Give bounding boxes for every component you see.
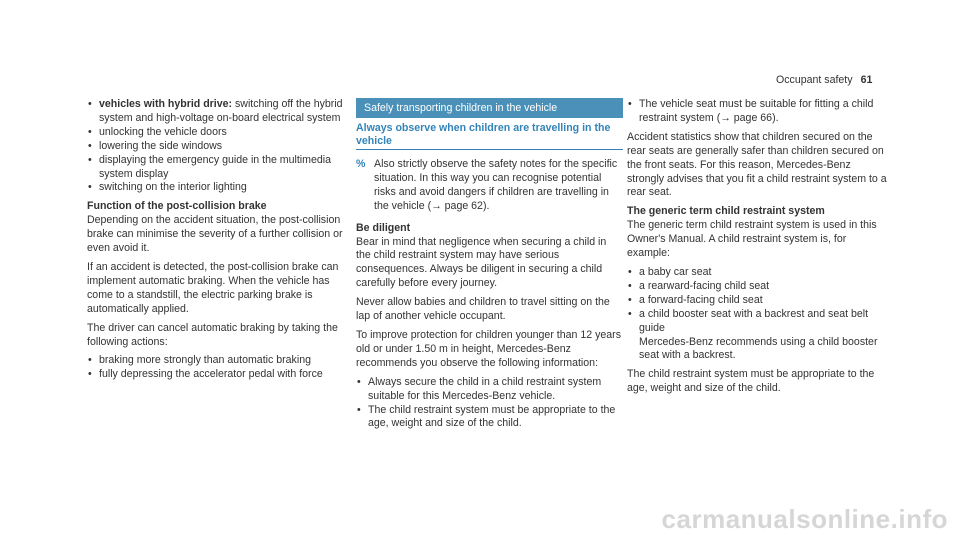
seat-requirement-list [627, 98, 889, 126]
note-icon: % [356, 158, 366, 170]
note-text: Also strictly observe the safety notes for the specific situation. In this way you can recognise potential risks and avoid dangers if children are travelling in the vehicle (→ page 62). [374, 158, 618, 212]
cancel-actions-list [87, 354, 353, 382]
list-item: • a baby car seat [627, 266, 889, 280]
list-item: • Always secure the child in a child restraint system suitable for this Mercedes-Benz vehicle. [356, 376, 623, 404]
section-heading: Be diligent [356, 221, 411, 234]
paragraph: Bear in mind that negligence when securing a child in the child restraint system may have serious consequences. Always be diligent in securing a child carefully before every journey. [356, 235, 607, 290]
list-item: • braking more strongly than automatic braking [87, 354, 353, 368]
section-heading: The generic term child restraint system [627, 205, 825, 218]
list-item: • a rearward-facing child seat [627, 280, 889, 294]
list-item: • switching on the interior lighting [87, 181, 353, 195]
emergency-actions-list [87, 98, 353, 195]
list-item: • a forward-facing child seat [627, 294, 889, 308]
column-1 [87, 98, 353, 387]
section-heading: Function of the post-collision brake [87, 200, 267, 213]
subsection-heading: Always observe when children are travelling in the vehicle [356, 122, 623, 150]
section-banner: Safely transporting children in the vehicle [356, 98, 623, 118]
paragraph: If an accident is detected, the post-collision brake can implement automatic braking. When the vehicle has come to a standstill, the electric parking brake is automatically applied. [87, 260, 339, 315]
restraint-types-list [627, 266, 889, 363]
list-item: • vehicles with hybrid drive: switching off the hybrid system and high-voltage on-board electrical system [87, 98, 353, 126]
list-item: • unlocking the vehicle doors [87, 126, 353, 140]
list-item: • fully depressing the accelerator pedal with force [87, 368, 353, 382]
list-item: • The vehicle seat must be suitable for fitting a child restraint system (→ page 66). [627, 98, 889, 126]
list-item: • a child booster seat with a backrest and seat belt guide [627, 308, 889, 336]
safety-note [356, 158, 623, 214]
child-safety-list [356, 376, 623, 432]
list-item: • lowering the side windows [87, 140, 353, 154]
section-title: Occupant safety [776, 74, 853, 86]
page-number: 61 [860, 74, 873, 86]
paragraph: The generic term child restraint system is used in this Owner's Manual. A child restraint system is, for example: [627, 219, 877, 260]
paragraph: The driver can cancel automatic braking by taking the following actions: [87, 321, 338, 348]
paragraph: The child restraint system must be appropriate to the age, weight and size of the child. [627, 368, 875, 395]
site-watermark: carmanualsonline.info [661, 504, 948, 534]
list-item: • The child restraint system must be appropriate to the age, weight and size of the child. [356, 404, 623, 432]
column-2 [356, 98, 623, 436]
list-item: • displaying the emergency guide in the multimedia system display [87, 154, 353, 182]
page-header [776, 74, 872, 88]
paragraph: Never allow babies and children to travel sitting on the lap of another vehicle occupant. [356, 296, 610, 323]
paragraph: Accident statistics show that children secured on the rear seats are generally safer than children secured on the front seats. For this reason, Mercedes-Benz strongly advises that you fit a child restraint system to a rear seat. [627, 130, 887, 199]
list-sub-note: Mercedes-Benz recommends using a child booster seat with a backrest. [639, 335, 878, 362]
paragraph: Depending on the accident situation, the post-collision brake can minimise the severity of a further collision or even avoid it. [87, 214, 343, 255]
column-3 [627, 98, 889, 401]
paragraph: To improve protection for children younger than 12 years old or under 1.50 m in height, Mercedes-Benz recommends you observe the following information: [356, 328, 621, 369]
